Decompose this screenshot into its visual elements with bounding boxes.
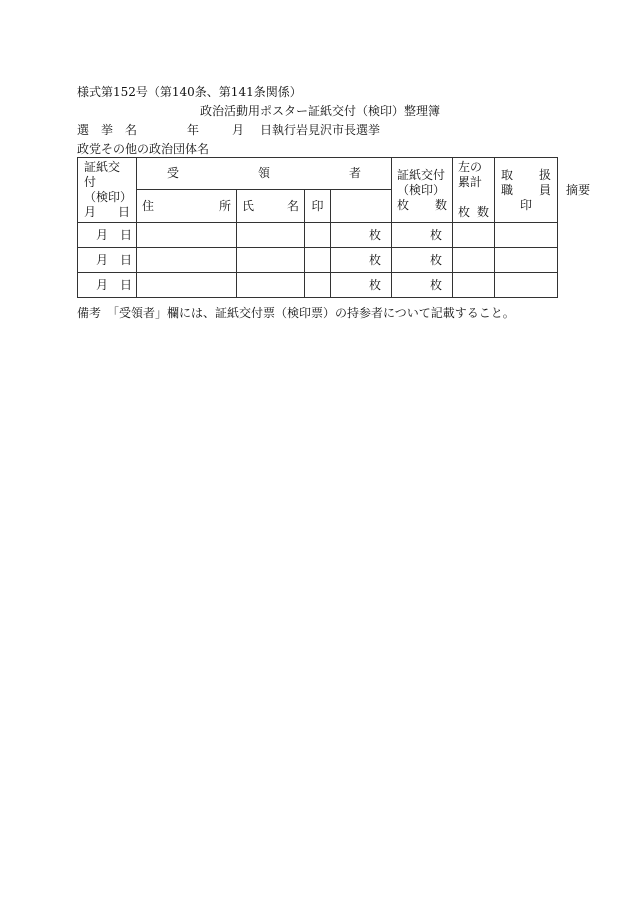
staff-seal-cell[interactable] — [453, 248, 495, 273]
total-number-text: 数 — [477, 205, 490, 219]
date-header-line2: （検印） — [84, 190, 133, 204]
row-month-text: 月 — [96, 252, 109, 267]
date-header-month-day — [84, 205, 130, 220]
count-cell[interactable]: 枚 — [331, 248, 392, 273]
total-cell[interactable]: 枚 — [392, 248, 453, 273]
staff-header — [495, 158, 558, 223]
total-cell[interactable]: 枚 — [392, 223, 453, 248]
receiver-char-1: 受 — [167, 166, 180, 180]
total-cell[interactable]: 枚 — [392, 273, 453, 298]
name-header — [237, 190, 305, 223]
name-cell[interactable] — [237, 248, 305, 273]
staff-header-line2 — [501, 183, 551, 198]
staff-header-line1 — [501, 168, 551, 183]
staff-char-2: 扱 — [539, 167, 552, 182]
count-header-line2: （検印） — [397, 182, 446, 197]
party-name-label: 政党その他の政治団体名 — [77, 142, 210, 156]
seal-cell[interactable] — [305, 223, 331, 248]
row-month-text: 月 — [96, 227, 109, 242]
table-row — [78, 273, 558, 298]
staff-char-1: 取 — [501, 167, 514, 182]
date-cell[interactable] — [78, 273, 137, 298]
total-header-line1: 左の累計 — [458, 160, 483, 189]
seal-header: 印 — [305, 190, 331, 223]
total-header-line2 — [458, 205, 489, 220]
row-day-text: 日 — [119, 227, 132, 242]
form-number: 様式第152号（第140条、第141条関係） — [77, 85, 302, 99]
receiver-header — [137, 158, 392, 190]
count-header-line3 — [397, 198, 447, 213]
address-header — [137, 190, 237, 223]
seal-cell[interactable] — [305, 273, 331, 298]
summary-cell[interactable] — [495, 273, 558, 298]
register-table — [77, 157, 591, 298]
staff-seal-cell[interactable] — [453, 273, 495, 298]
summary-char-2: 要 — [578, 182, 591, 197]
election-name-label: 選 挙 名 — [77, 123, 138, 137]
address-char-1: 住 — [142, 198, 155, 213]
name-char-2: 名 — [286, 198, 299, 213]
table-row — [78, 248, 558, 273]
remark-note: 備考 「受領者」欄には、証紙交付票（検印票）の持参者について記載すること。 — [77, 306, 515, 320]
count-cell[interactable]: 枚 — [331, 273, 392, 298]
staff-seal-cell[interactable] — [453, 223, 495, 248]
name-cell[interactable] — [237, 273, 305, 298]
month-text: 月 — [84, 205, 97, 219]
row-month-text: 月 — [96, 277, 109, 292]
staff-char-3: 職 — [501, 182, 514, 197]
election-description: 日執行岩見沢市長選挙 — [260, 123, 381, 137]
count-sheet-text: 枚 — [397, 197, 410, 212]
address-cell[interactable] — [137, 248, 237, 273]
header-row-1 — [78, 158, 558, 190]
date-cell[interactable] — [78, 248, 137, 273]
address-char-2: 所 — [218, 198, 231, 213]
receiver-char-3: 者 — [349, 166, 362, 180]
year-label: 年 — [187, 123, 200, 137]
name-cell[interactable] — [237, 223, 305, 248]
row-day-text: 日 — [119, 277, 132, 292]
count-header — [392, 158, 453, 223]
staff-header-line3: 印 — [520, 197, 533, 212]
count-header-line1: 証紙交付 — [397, 167, 446, 182]
name-char-1: 氏 — [242, 198, 255, 213]
date-cell[interactable] — [78, 223, 137, 248]
summary-char-1: 摘 — [566, 182, 579, 197]
count-cell[interactable]: 枚 — [331, 223, 392, 248]
total-header — [453, 158, 495, 223]
table-row — [78, 223, 558, 248]
staff-char-4: 員 — [539, 182, 552, 197]
row-day-text: 日 — [119, 252, 132, 267]
month-label: 月 — [232, 123, 245, 137]
summary-cell[interactable] — [495, 248, 558, 273]
receiver-char-2: 領 — [258, 166, 271, 180]
seal-cell[interactable] — [305, 248, 331, 273]
date-header-line1: 証紙交付 — [84, 160, 121, 189]
day-text: 日 — [117, 205, 130, 219]
address-cell[interactable] — [137, 223, 237, 248]
date-header — [78, 158, 137, 223]
address-cell[interactable] — [137, 273, 237, 298]
summary-cell[interactable] — [495, 223, 558, 248]
total-sheet-text: 枚 — [458, 205, 471, 219]
total-header-spacer — [458, 190, 489, 205]
document-title: 政治活動用ポスター証紙交付（検印）整理簿 — [200, 104, 441, 118]
count-number-text: 数 — [435, 197, 448, 212]
